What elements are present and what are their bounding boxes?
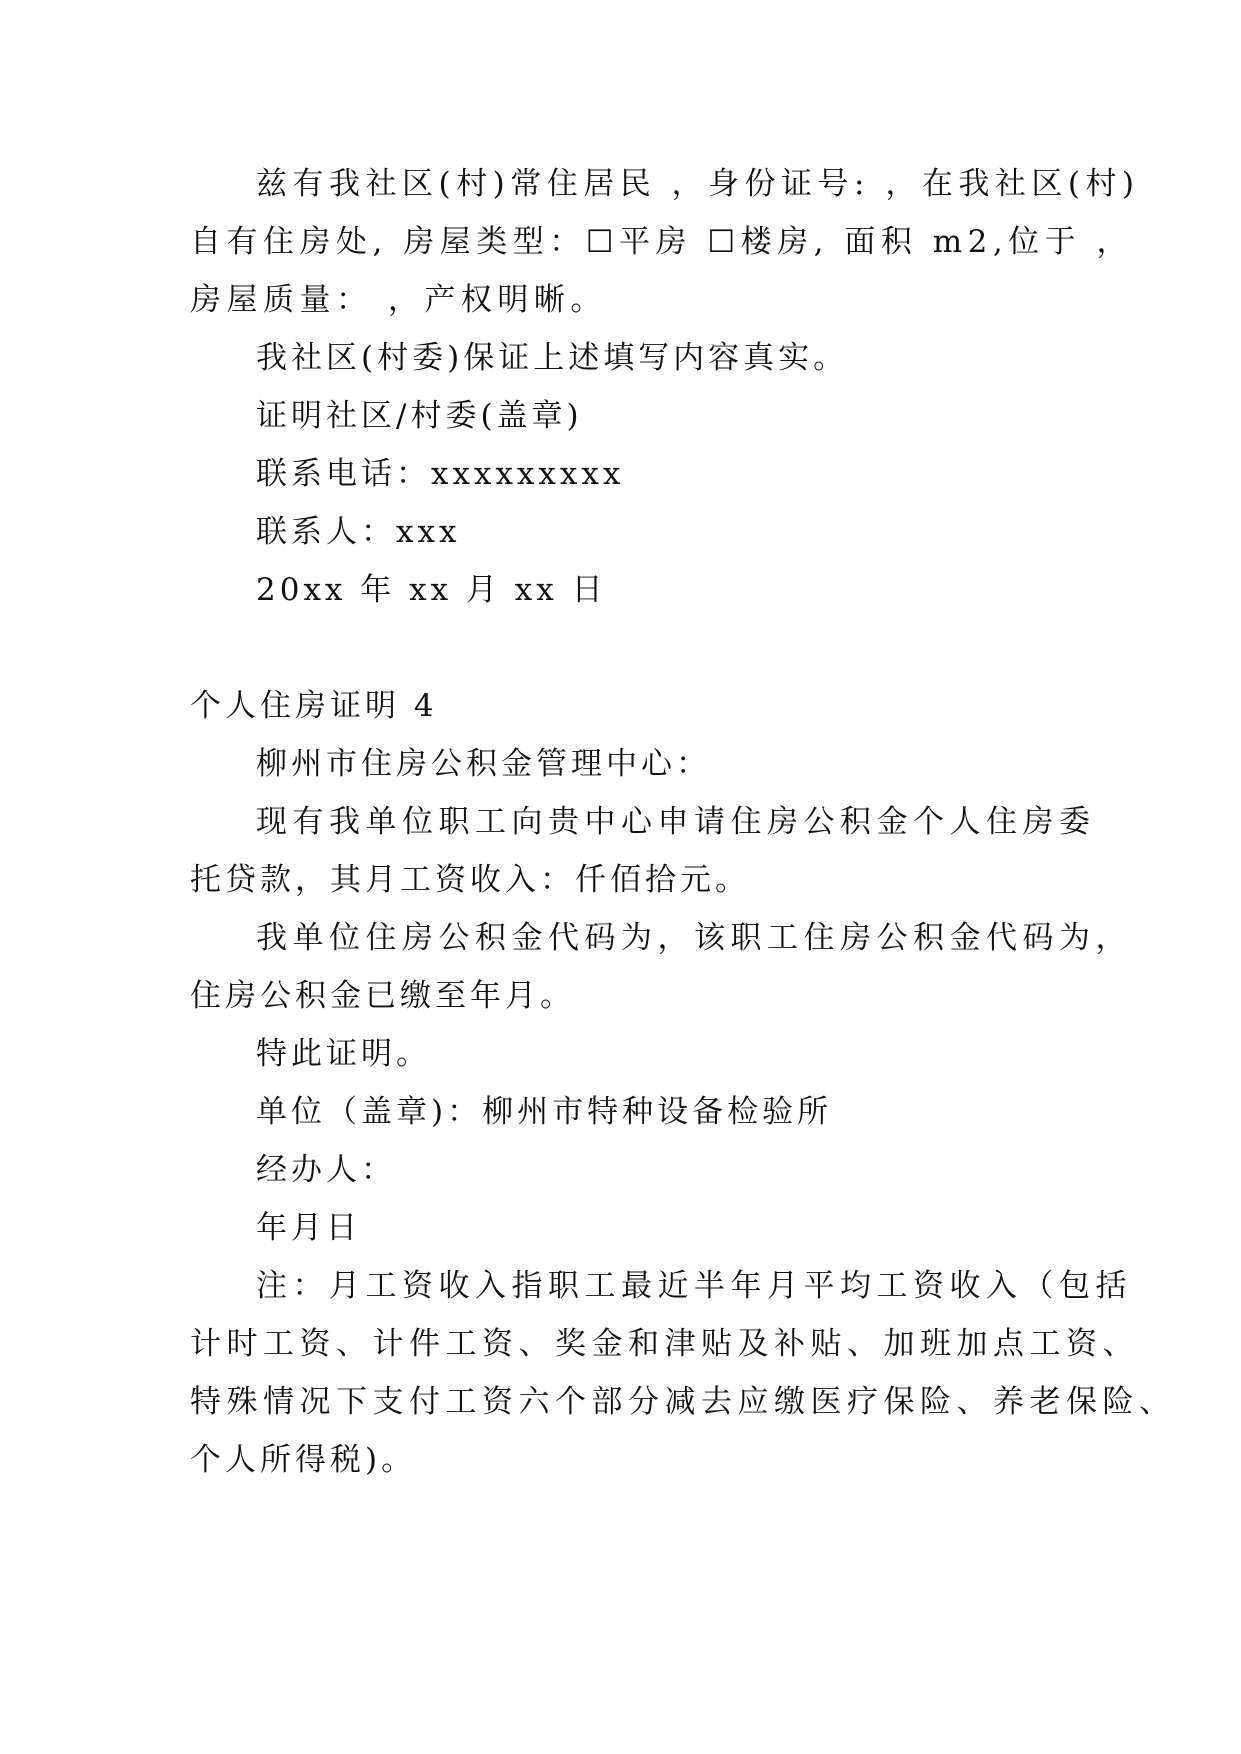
section3-phone: 联系电话：xxxxxxxxx xyxy=(256,456,625,492)
section4-para2-line1: 我单位住房公积金代码为，该职工住房公积金代码为， xyxy=(256,920,1132,956)
section3-contact: 联系人：xxx xyxy=(256,514,461,550)
section4-note-line4: 个人所得税)。 xyxy=(190,1442,417,1478)
section3-seal: 证明社区/村委(盖章) xyxy=(256,398,583,434)
section3-guarantee: 我社区(村委)保证上述填写内容真实。 xyxy=(256,340,849,376)
section4-addressee: 柳州市住房公积金管理中心： xyxy=(256,746,711,782)
section4-handler: 经办人： xyxy=(256,1152,396,1188)
section4-note-line3: 特殊情况下支付工资六个部分减去应缴医疗保险、养老保险、 xyxy=(190,1384,1176,1420)
section4-note-line2: 计时工资、计件工资、奖金和津贴及补贴、加班加点工资、 xyxy=(190,1326,1139,1362)
section4-certify: 特此证明。 xyxy=(256,1036,431,1072)
section3-para1-line3: 房屋质量： ，产权明晰。 xyxy=(190,282,607,318)
section4-para2-line2: 住房公积金已缴至年月。 xyxy=(190,978,575,1014)
section3-para1-line1: 兹有我社区(村)常住居民 ，身份证号: ，在我社区(村) xyxy=(256,166,1140,202)
section4-date: 年月日 xyxy=(256,1210,361,1246)
section3-para1-line2: 自有住房处, 房屋类型：☐平房 ☐楼房, 面积 m2,位于 ， xyxy=(190,224,1134,260)
section4-para1-line1: 现有我单位职工向贵中心申请住房公积金个人住房委 xyxy=(256,804,1096,840)
section3-date: 20xx 年 xx 月 xx 日 xyxy=(256,572,607,608)
section4-title: 个人住房证明 4 xyxy=(190,688,438,724)
section4-para1-line2: 托贷款，其月工资收入：仟佰拾元。 xyxy=(190,862,750,898)
section4-note-line1: 注：月工资收入指职工最近半年月平均工资收入（包括 xyxy=(256,1268,1132,1304)
section4-unit: 单位（盖章)：柳州市特种设备检验所 xyxy=(256,1094,833,1130)
